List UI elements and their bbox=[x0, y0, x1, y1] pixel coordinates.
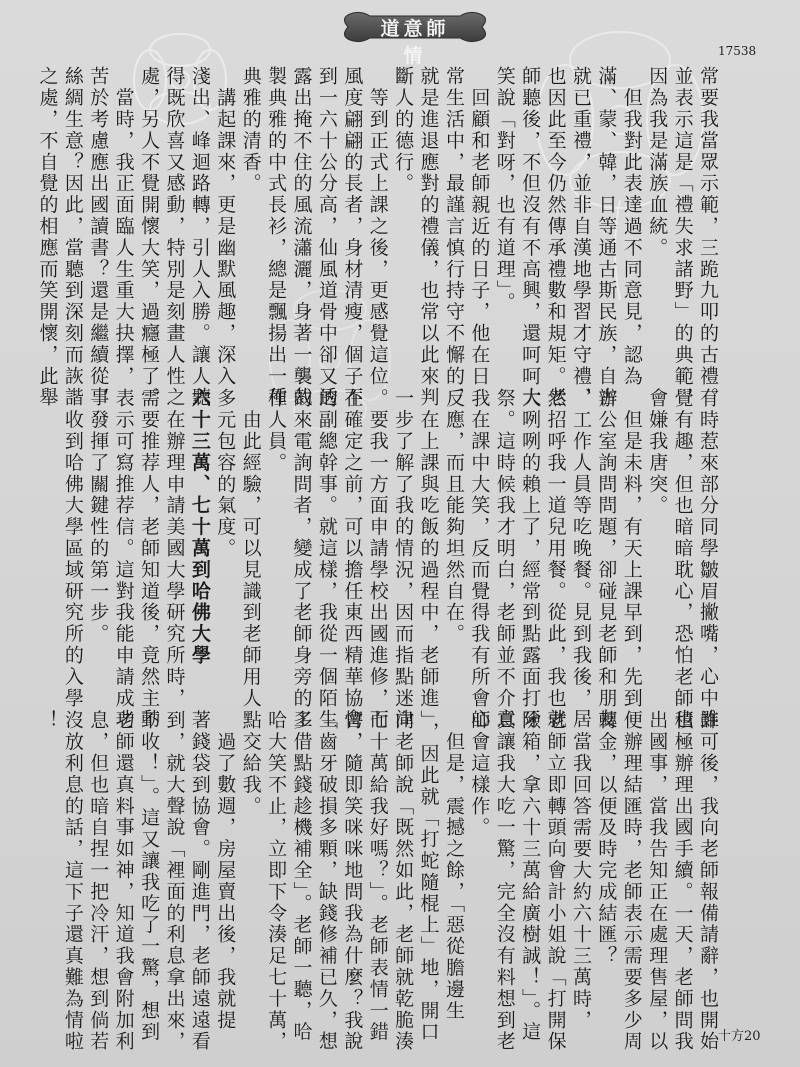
text-column: 辦公室詢問問題，卻碰見老師和朋友 bbox=[595, 388, 618, 731]
text-column: 我在課中大笑，反而覺得我有所會心 bbox=[468, 388, 491, 731]
text-column: 許可後，我向老師報備請辭，也開始 bbox=[697, 710, 719, 1053]
text-column: 的副總幹事。就這樣，我從一個陌生 bbox=[315, 388, 338, 731]
text-column: 露出掩不住的風流瀟灑，身著一襲裁 bbox=[290, 66, 313, 409]
text-column: 得既欣喜又感動，特別是刻畫人性之 bbox=[163, 66, 186, 409]
text-column: 收到哈佛大學區域研究所的入學 bbox=[61, 388, 84, 709]
text-column: 常生活中，最謹言慎行持守不懈的， bbox=[442, 66, 465, 409]
text-column: 在辦理申請美國大學研究所時， bbox=[163, 388, 186, 709]
text-column: 真讓我大吃一驚，完全沒有料想到老 bbox=[493, 710, 516, 1053]
text-column: 到一六十公分高，仙風道骨中卻又透 bbox=[315, 66, 338, 409]
section-heading: 六十三萬、七十萬到哈佛大學 bbox=[188, 388, 211, 667]
text-column: 大咧咧的賴上了，經常到點露面打牙 bbox=[519, 388, 542, 731]
text-column: 有時惹來部分同學皺眉撇嘴，心中雖 bbox=[697, 388, 719, 731]
text-column: 老師立即轉頭向會計小姐說「打開保 bbox=[544, 710, 567, 1053]
text-column: 過了數週，房屋賣出後，我就提 bbox=[214, 710, 237, 1031]
text-column: 息，但也暗自捏一把冷汗，想到倘若 bbox=[87, 710, 110, 1053]
text-column: 絲綢生意？因此，當聽到深刻而詼諧 bbox=[61, 66, 84, 409]
text-column: 因為我是滿族血統。 bbox=[646, 66, 669, 259]
text-band-middle bbox=[59, 388, 720, 731]
text-column: 風度翩翩的長者，身材清瘦，個子不 bbox=[341, 66, 364, 409]
text-column: 祭。這時候我才明白，老師並不介意 bbox=[493, 388, 516, 731]
text-column: 險箱，拿六十三萬給廣樹誠！」。這 bbox=[519, 710, 542, 1043]
text-column: 典雅的清香。 bbox=[239, 66, 262, 195]
text-column: 但是未料，有天上課早到，先到 bbox=[620, 388, 643, 709]
text-column: ，發揮了關鍵性的第一步。 bbox=[87, 388, 110, 645]
text-column: 就是進退應對的禮儀，也常以此來判 bbox=[417, 66, 440, 409]
text-column: 等到正式上課之後，更感覺這位 bbox=[366, 66, 389, 387]
text-column: 出國事，當我告知正在處理售屋，以 bbox=[646, 710, 669, 1053]
text-column: 七十萬給我好嗎？」。老師表情一錯 bbox=[366, 710, 389, 1043]
text-column: 師聽後，不但沒有不高興，還呵呵大 bbox=[519, 66, 542, 409]
text-column: 常要我當眾示範，三跪九叩的古禮。 bbox=[697, 66, 719, 409]
text-column: 滿、蒙、韓，日等通古斯民族，自古 bbox=[595, 66, 618, 409]
text-column: 當時，我正面臨人生重大抉擇， bbox=[112, 66, 135, 387]
issue-code: 17538 bbox=[718, 44, 757, 58]
text-column: 「齒牙破損多顆，缺錢修補已久，想 bbox=[315, 710, 338, 1053]
text-column: 淺出、峰迴路轉，引人入勝。讓人聽 bbox=[188, 66, 211, 409]
text-column: 也因此至今仍然傳承禮數和規矩。老 bbox=[544, 66, 567, 409]
text-column: 斷人的德行。 bbox=[392, 66, 415, 195]
text-column: 哈大笑不止，立即下令湊足七十萬， bbox=[265, 710, 288, 1053]
text-column: 的來電詢問者，變成了老師身旁的工 bbox=[290, 388, 313, 731]
text-column: 著錢袋到協會。剛進門，老師遠遠看 bbox=[188, 710, 211, 1053]
text-column: 積極辦理出國手續。一天，老師問我 bbox=[671, 710, 694, 1053]
text-column: 笑說「對呀，也有道理」。 bbox=[493, 66, 516, 314]
text-column: 回顧和老師親近的日子，他在日 bbox=[468, 66, 491, 387]
page-title: 道意師情 bbox=[380, 18, 450, 67]
text-band-top bbox=[34, 66, 720, 409]
text-column: 一步了解了我的情況，因而指點迷津 bbox=[392, 388, 415, 731]
text-column: 處，另人不覺開懷大笑，過癮極了。 bbox=[138, 66, 161, 409]
text-column: 」，因此就「打蛇隨棍上」地，開口 bbox=[417, 710, 440, 1043]
text-column: 並表示這是「禮失求諸野」的典範， bbox=[671, 66, 694, 409]
text-column: 到，就大聲說「裡面的利息拿出來， bbox=[163, 710, 186, 1053]
text-column: 在上課與吃飯的過程中，老師進 bbox=[417, 388, 440, 709]
text-column: 沒放利息的話，這下子還真難為情啦 bbox=[61, 710, 84, 1053]
text-column: 便辦理結匯時，老師表示需要多少周 bbox=[620, 710, 643, 1053]
text-column: 作人員。 bbox=[265, 388, 288, 474]
text-column: 由此經驗，可以見識到老師用人 bbox=[239, 388, 262, 709]
text-column: 反應，而且能夠坦然自在。 bbox=[442, 388, 465, 645]
text-column: 表示可寫推荐信。這對我能申請成功 bbox=[112, 388, 135, 731]
text-column: 多元包容的氣度。 bbox=[214, 388, 237, 560]
text-column: 但我對此表達過不同意見，認為 bbox=[620, 66, 643, 387]
text-column: ！ bbox=[36, 710, 59, 732]
text-column: 講起課來，更是幽默風趣，深入 bbox=[214, 66, 237, 387]
text-column: 製典雅的中式長衫，總是飄揚出一種 bbox=[265, 66, 288, 409]
text-column: 向老師說「既然如此，老師就乾脆湊 bbox=[392, 710, 415, 1053]
text-column: 師會這樣作。 bbox=[468, 710, 491, 839]
text-column: 愕，隨即笑咪咪地問我為什麼？我說 bbox=[341, 710, 364, 1053]
text-column: 點交給我。 bbox=[239, 710, 262, 817]
text-column: 需要推荐人，老師知道後，竟然主動 bbox=[138, 388, 161, 731]
text-column: 然招呼我一道兒用餐。從此，我也就 bbox=[544, 388, 567, 731]
text-column: 苦於考慮應出國讀書？還是繼續從事 bbox=[87, 66, 110, 409]
text-column: 、工作人員等吃晚餐。見到我後，居 bbox=[569, 388, 592, 731]
text-column: 會嫌我唐突。 bbox=[646, 388, 669, 517]
text-column: 在確定之前，可以擔任東西精華協會 bbox=[341, 388, 364, 731]
text-column: 當我回答需要大約六十三萬時， bbox=[569, 710, 592, 1031]
text-column: 但是，震撼之餘，「惡從膽邊生 bbox=[442, 710, 465, 1022]
text-column: 轉金，以便及時完成結匯？ bbox=[595, 710, 618, 967]
text-column: 不收！」。這又讓我吃了一驚，想到 bbox=[138, 710, 161, 1043]
text-column: 覺有趣，但也暗暗耽心，恐怕老師也 bbox=[671, 388, 694, 731]
text-column: 就已重禮，並非自漢地學習才守禮， bbox=[569, 66, 592, 409]
text-band-bottom bbox=[34, 710, 720, 1053]
text-column: 之處，不自覺的相應而笑開懷，此舉 bbox=[36, 66, 59, 409]
text-column: 多借點錢趁機補全」。老師一聽，哈 bbox=[290, 710, 313, 1043]
text-column: 老師還真料事如神，知道我會附加利 bbox=[112, 710, 135, 1053]
text-column: 。要我一方面申請學校出國進修，而 bbox=[366, 388, 389, 731]
page-number: 十方20 bbox=[718, 1029, 761, 1044]
